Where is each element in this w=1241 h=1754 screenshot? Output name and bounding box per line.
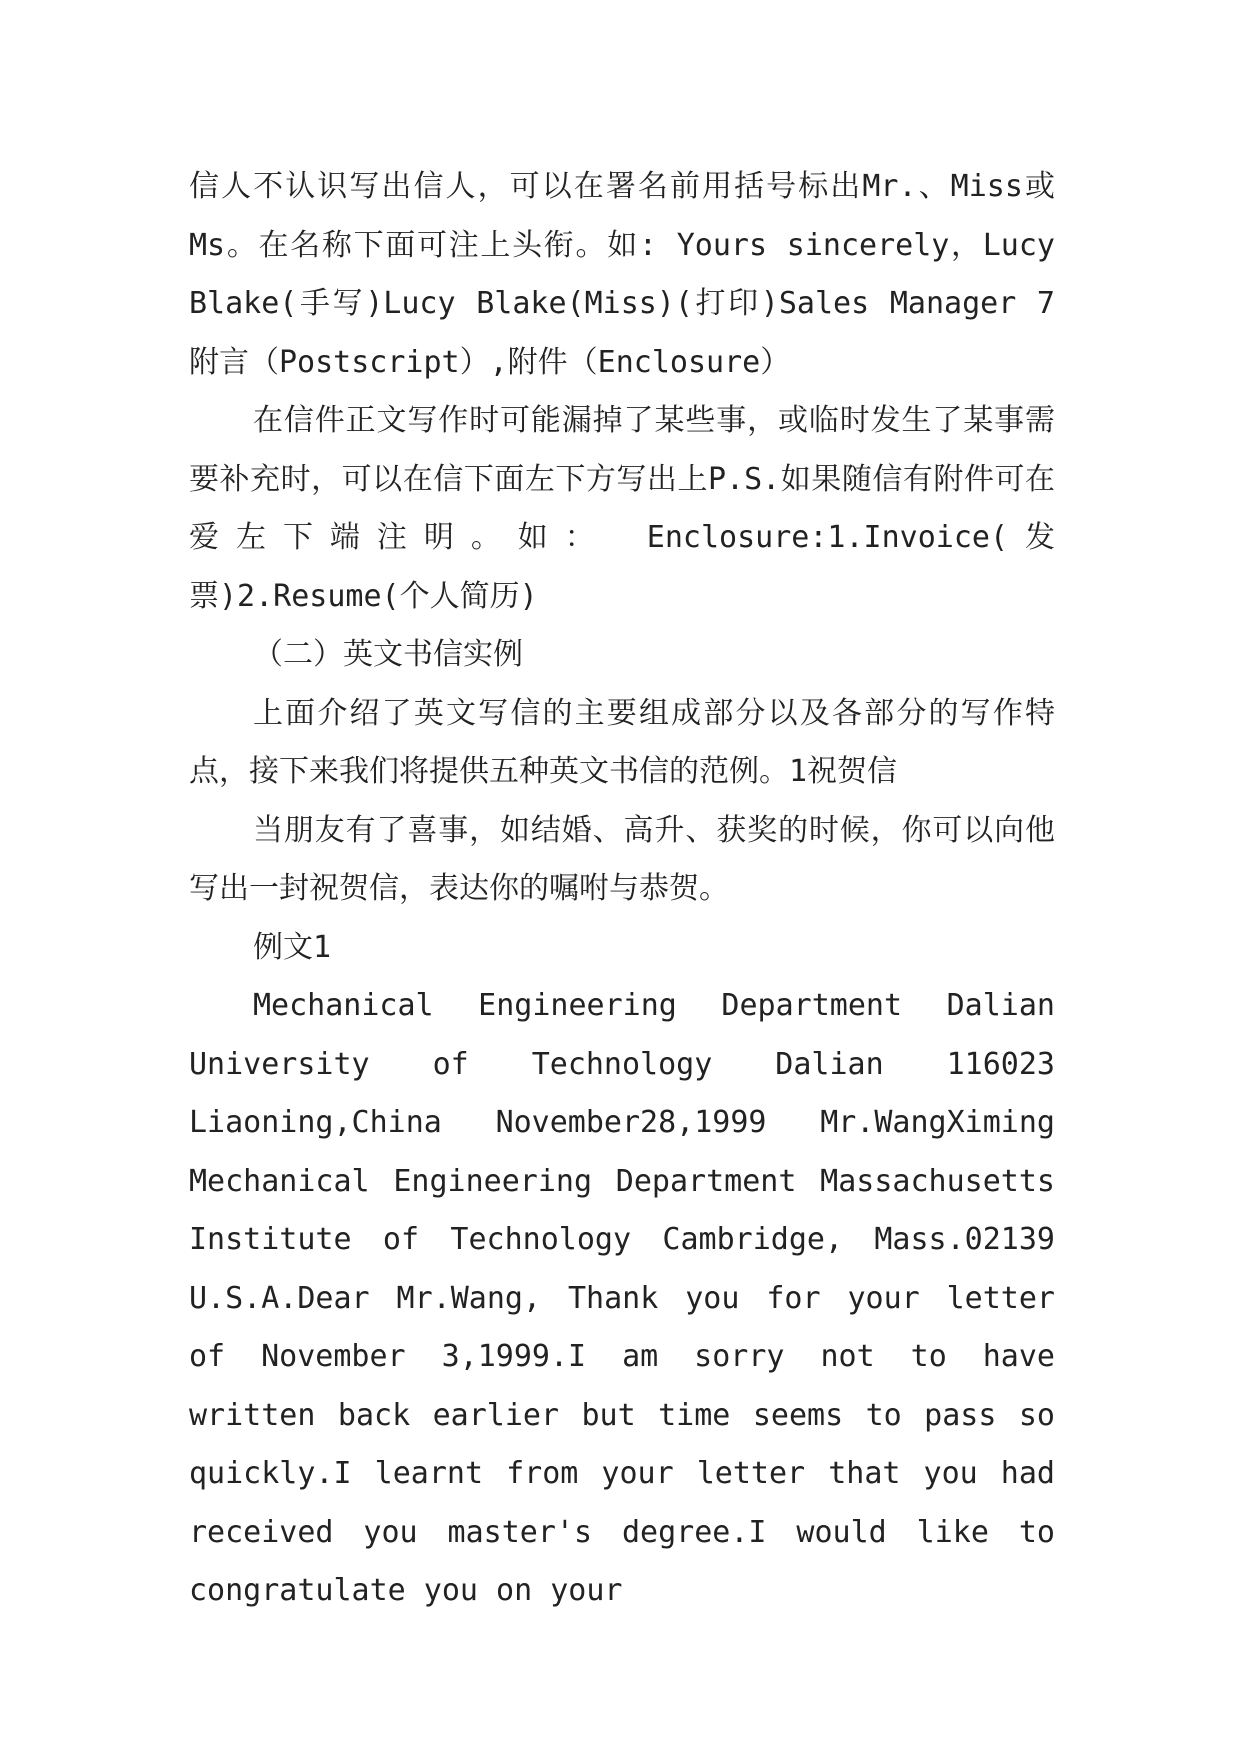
- example-label: 例文1: [253, 929, 332, 965]
- paragraph-example-letter: Mechanical Engineering Department Dalian University of Technology Dalian 116023 Liaoning,China November28,1999 Mr.WangXiming Mechanical Engineering Department Massachusetts Institute of Technology Cambridge, Mass.02139 U.S.A.Dear Mr.Wang, Thank you for your letter of November 3,1999.I am sorry not to have written back earlier but time seems to pass so quickly.I learnt from your letter that you had received you master's degree.I would like to congratulate you on your: [189, 988, 1055, 1608]
- document-body: [189, 158, 1055, 1621]
- paragraph-signature-postscript: 信人不认识写出信人，可以在署名前用括号标出Mr.、Miss或Ms。在名称下面可注上头衔。如: Yours sincerely，Lucy Blake(手写)Lucy Blake(Miss)(打印)Sales Manager 7附言（Postscript）,附件（Enclosure）: [189, 169, 1055, 380]
- paragraph-postscript-enclosure: 在信件正文写作时可能漏掉了某些事，或临时发生了某事需要补充时，可以在信下面左下方写出上P.S.如果随信有附件可在爱左下端注明。如： Enclosure:1.Invoice(发票)2.Resume(个人简历): [189, 403, 1055, 614]
- paragraph-congratulation-letter: 当朋友有了喜事，如结婚、高升、获奖的时候，你可以向他写出一封祝贺信，表达你的嘱咐与恭贺。: [189, 812, 1055, 906]
- section-heading-letter-examples: （二）英文书信实例: [253, 637, 523, 672]
- paragraph-intro-examples: 上面介绍了英文写信的主要组成部分以及各部分的写作特点，接下来我们将提供五种英文书信的范例。1祝贺信: [189, 695, 1055, 789]
